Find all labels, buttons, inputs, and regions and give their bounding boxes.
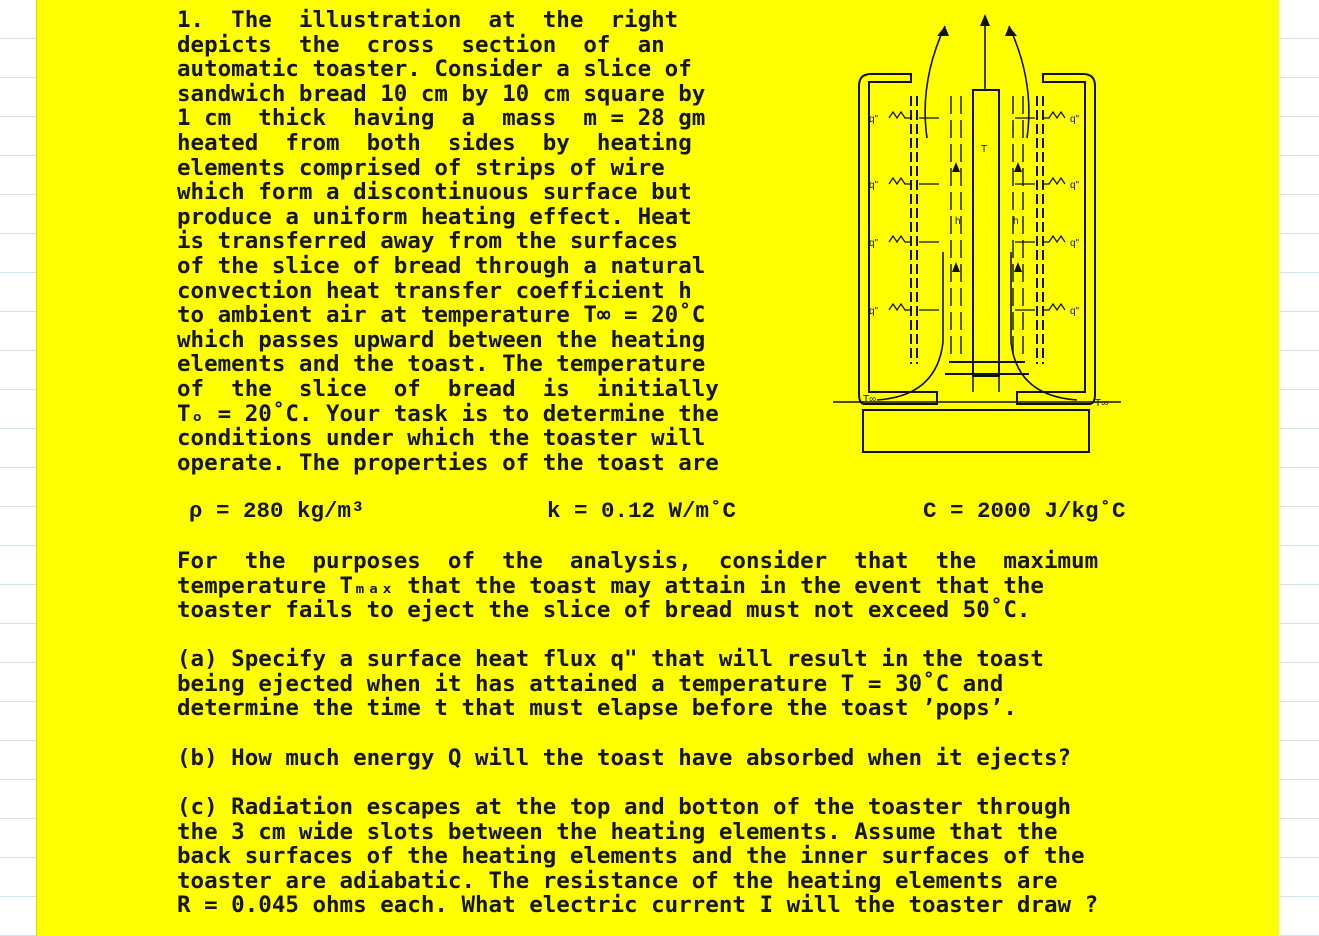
part-b-question bbox=[177, 746, 1147, 771]
intro-line: 1. The illustration at the right bbox=[177, 7, 679, 33]
text-line: temperature Tₘₐₓ that the toast may attain in the event that the bbox=[177, 572, 1044, 599]
toast-temp-label: T bbox=[981, 144, 988, 155]
intro-line: convection heat transfer coefficient h bbox=[177, 277, 692, 304]
intro-line: produce a uniform heating effect. Heat bbox=[177, 203, 692, 230]
density-property: ρ = 280 kg/m³ bbox=[189, 498, 365, 524]
text-line: back surfaces of the heating elements and the inner surfaces of the bbox=[177, 843, 1085, 870]
intro-line: sandwich bread 10 cm by 10 cm square by bbox=[177, 80, 706, 107]
flux-arrow-right bbox=[1043, 236, 1065, 242]
flux-label: q" bbox=[869, 238, 879, 249]
text-line: determine the time t that must elapse before the toast ’pops’. bbox=[177, 695, 1017, 722]
arrowhead bbox=[1014, 262, 1022, 272]
arrowhead bbox=[937, 26, 949, 36]
arrowhead bbox=[952, 162, 960, 172]
flux-label: q" bbox=[1070, 180, 1080, 191]
intro-line: elements comprised of strips of wire bbox=[177, 154, 665, 181]
text-line: toaster fails to eject the slice of bread must not exceed 50˚C. bbox=[177, 597, 1031, 624]
intro-line: 1 cm thick having a mass m = 28 gm bbox=[177, 105, 706, 132]
ambient-temp-label: T∞ bbox=[1095, 398, 1109, 409]
text-line: R = 0.045 ohms each. What electric current I will the toaster draw ? bbox=[177, 892, 1099, 919]
arrowhead bbox=[1005, 26, 1017, 36]
flux-label: q" bbox=[1070, 114, 1080, 125]
intro-line: which form a discontinuous surface but bbox=[177, 179, 692, 206]
intro-line: depicts the cross section of an bbox=[177, 31, 665, 58]
flux-label: q" bbox=[869, 114, 879, 125]
intro-line: elements and the toast. The temperature bbox=[177, 351, 706, 378]
flux-arrow-left bbox=[889, 304, 911, 310]
arrowhead bbox=[952, 262, 960, 272]
intro-line: operate. The properties of the toast are bbox=[177, 449, 719, 476]
flux-arrow-left bbox=[889, 236, 911, 242]
intro-line: is transferred away from the surfaces bbox=[177, 228, 679, 255]
toaster-cross-section-diagram bbox=[827, 12, 1127, 467]
arrowhead bbox=[1014, 162, 1022, 172]
flux-arrow-right bbox=[1043, 112, 1065, 118]
intro-line: conditions under which the toaster will bbox=[177, 425, 706, 452]
arrowhead bbox=[980, 14, 990, 26]
air-outlet-right bbox=[1009, 26, 1029, 138]
flux-arrow-left bbox=[889, 112, 911, 118]
text-line: (a) Specify a surface heat flux q" that will result in the toast bbox=[177, 646, 1044, 672]
intro-line: heated from both sides by heating bbox=[177, 129, 692, 156]
text-line: (c) Radiation escapes at the top and botton of the toaster through bbox=[177, 794, 1072, 820]
intro-line: of the slice of bread through a natural bbox=[177, 252, 706, 279]
text-line: the 3 cm wide slots between the heating elements. Assume that the bbox=[177, 818, 1058, 845]
conductivity-property: k = 0.12 W/m˚C bbox=[547, 498, 737, 524]
air-outlet-left bbox=[925, 26, 945, 138]
convection-coeff-label: h bbox=[1013, 216, 1019, 227]
convection-coeff-label: h bbox=[955, 216, 961, 227]
ambient-temp-label: T∞ bbox=[863, 394, 877, 405]
flux-label: q" bbox=[869, 306, 879, 317]
flux-label: q" bbox=[1070, 238, 1080, 249]
problem-page bbox=[36, 0, 1279, 936]
intro-line: automatic toaster. Consider a slice of bbox=[177, 56, 692, 83]
analysis-purpose-paragraph bbox=[177, 549, 1147, 623]
text-line: toaster are adiabatic. The resistance of the heating elements are bbox=[177, 867, 1058, 894]
problem-intro bbox=[177, 8, 719, 475]
intro-line: which passes upward between the heating bbox=[177, 326, 706, 353]
part-a-question bbox=[177, 647, 1147, 721]
flux-label: q" bbox=[1070, 306, 1080, 317]
flux-arrow-right bbox=[1043, 304, 1065, 310]
text-line: For the purposes of the analysis, consider that the maximum bbox=[177, 548, 1099, 574]
toaster-base bbox=[863, 410, 1089, 452]
part-c-question bbox=[177, 795, 1147, 918]
toast-slice bbox=[973, 90, 999, 376]
text-line: (b) How much energy Q will the toast have absorbed when it ejects? bbox=[177, 745, 1072, 771]
flux-label: q" bbox=[869, 180, 879, 191]
intro-line: Tₒ = 20˚C. Your task is to determine the bbox=[177, 400, 719, 427]
flux-arrow-right bbox=[1043, 178, 1065, 184]
flux-arrow-left bbox=[889, 178, 911, 184]
text-line: being ejected when it has attained a temperature T = 30˚C and bbox=[177, 670, 1004, 697]
intro-line: to ambient air at temperature T∞ = 20˚C bbox=[177, 302, 706, 329]
intro-line: of the slice of bread is initially bbox=[177, 375, 719, 402]
specific-heat-property: C = 2000 J/kg˚C bbox=[923, 498, 1126, 524]
